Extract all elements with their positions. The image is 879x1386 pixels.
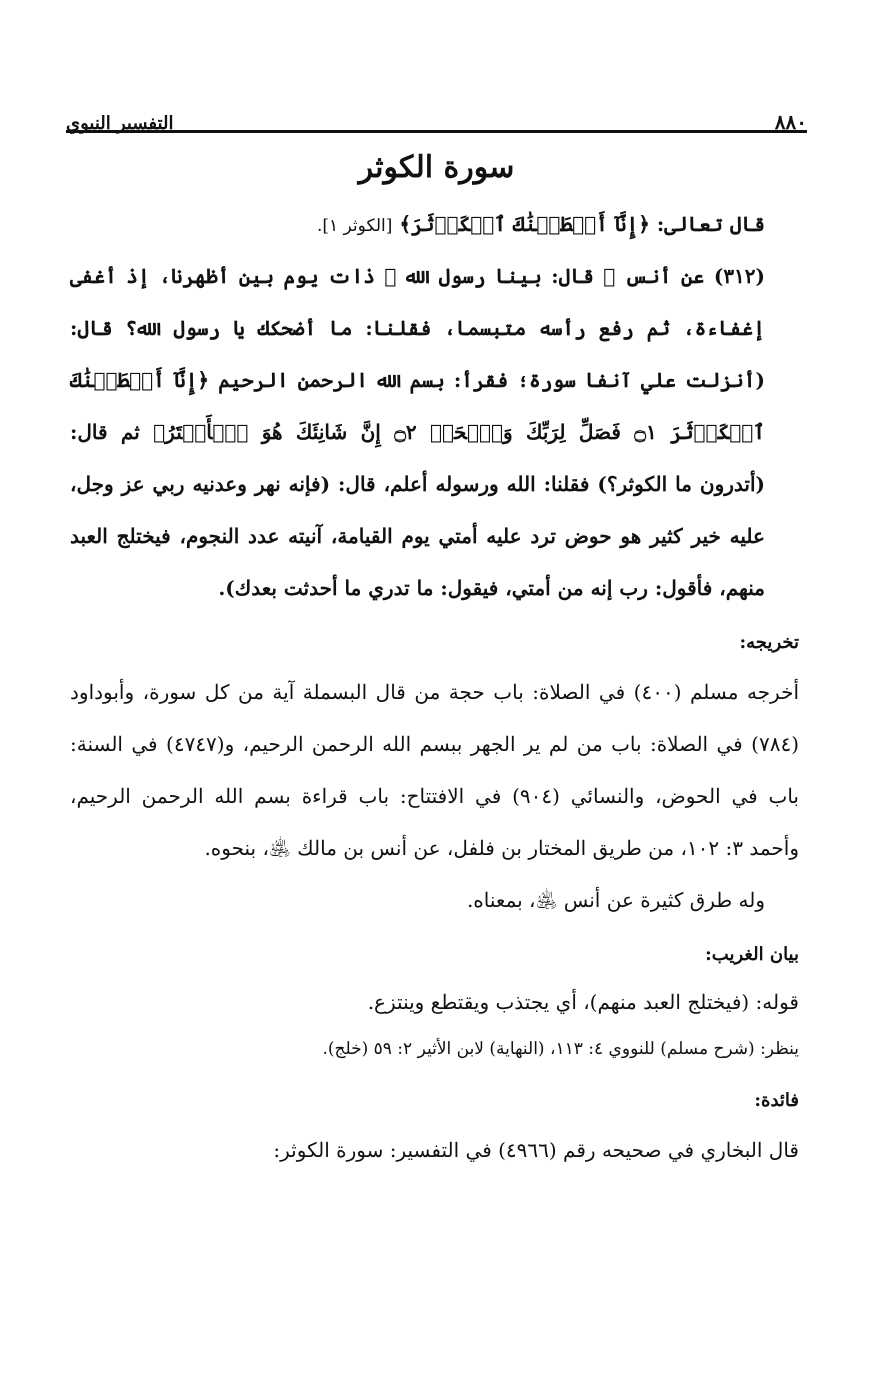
verse-intro-prefix: قال تعالى: (656, 212, 765, 236)
takhrij-text: أخرجه مسلم (٤٠٠) في الصلاة: باب حجة من قال البسملة آية من كل سورة، وأبوداود (٧٨٤) في الصلاة: باب من لم ير الجهر ببسم الله الرحمن الرحيم، و(٤٧٤٧) في السنة: باب في الحوض، والنسائي (٩٠٤) في الافتتاح: باب قراءة بسم الله الرحمن الرحيم، وأحمد ٣: ١٠٢، من طريق المختار بن فلفل، عن أنس بن مالك ﵁، بنحوه. (70, 680, 800, 860)
header-rule (66, 130, 807, 133)
running-title: التفسير النبوي (66, 113, 174, 134)
surah-title: سورة الكوثر (358, 150, 515, 185)
verse-text: ﴿إِنَّآ أَعۡطَيۡنَٰكَ ٱلۡكَوۡثَرَ﴾ (399, 212, 650, 236)
verse-intro (70, 198, 799, 250)
hadith-number: (٣١٢) (713, 264, 766, 288)
page-body (70, 198, 799, 1176)
hadith-verses: ﴿إِنَّآ أَعۡطَيۡنَٰكَ ٱلۡكَوۡثَرَ ۝١ فَصَلِّ لِرَبِّكَ وَٱنۡحَرۡ ۝٢ إِنَّ شَانِئَكَ هُوَ ٱلۡأَبۡتَرُ﴾ (70, 368, 765, 444)
gharib-source: ينظر: (شرح مسلم) للنووي ٤: ١١٣، (النهاية) لابن الأثير ٢: ٥٩ (خلج). (322, 1039, 799, 1059)
faida-text: قال البخاري في صحيحه رقم (٤٩٦٦) في التفسير: سورة الكوثر: (273, 1138, 799, 1162)
hadith-text-1: عن أنس ﵁ قال: بينا رسول الله ﷺ ذات يوم بين أظهرنا، إذ أغفى إغفاءة، ثم رفع رأسه متبسما، فقلنا: ما أضحكك يا رسول الله؟ قال: (أنزلت علي آنفا سورة؛ فقرأ: بسم الله الرحمن الرحيم (70, 264, 765, 392)
hadith-paragraph (70, 250, 799, 614)
takhrij-heading: تخريجه: (739, 632, 799, 653)
faida-heading: فائدة: (754, 1090, 799, 1111)
takhrij-note: وله طرق كثيرة عن أنس ﵁، بمعناه. (466, 888, 765, 912)
gharib-text: قوله: (فيختلج العبد منهم)، أي يجتذب ويقتطع وينتزع. (367, 990, 799, 1014)
gharib-heading: بيان الغريب: (705, 944, 799, 965)
page-number: ٨٨٠ (774, 110, 807, 134)
hadith-text-2: ثم قال: (أتدرون ما الكوثر؟) فقلنا: الله ورسوله أعلم، قال: (فإنه نهر وعدنيه ربي عز وجل، عليه خير كثير هو حوض ترد عليه أمتي يوم القيامة، آنيته عدد النجوم، فيختلج العبد منهم، فأقول: رب إنه من أمتي، فيقول: ما تدري ما أحدثت بعدك). (70, 420, 765, 600)
verse-reference: [الكوثر ١]. (316, 216, 393, 236)
